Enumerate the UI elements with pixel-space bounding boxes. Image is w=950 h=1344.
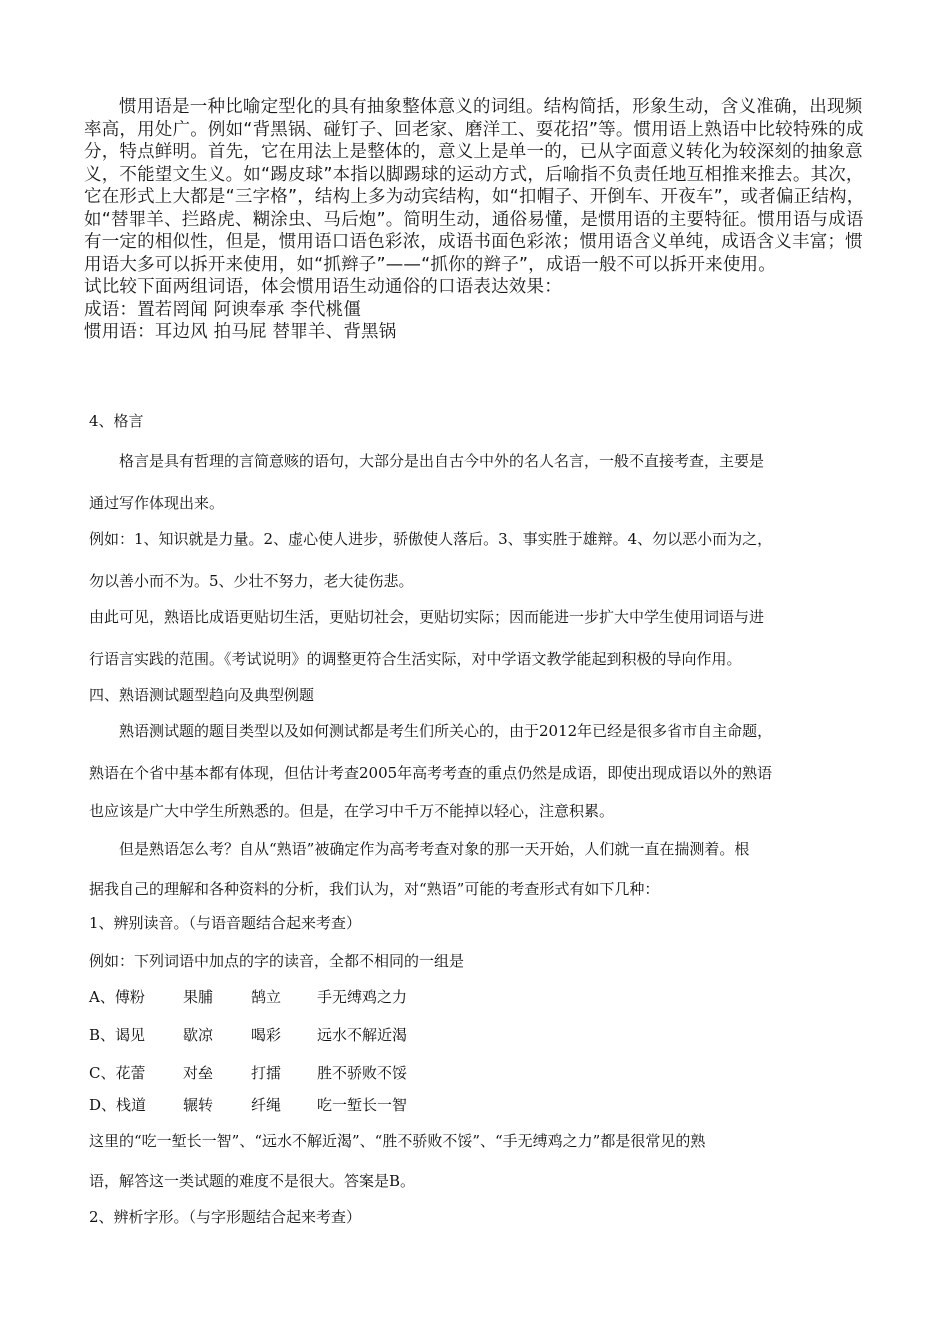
test-types-p1-line1: 熟语测试题的题目类型以及如何测试都是考生们所关心的，由于2012年已经是很多省市自主命题， xyxy=(119,722,773,740)
maxims-example-line1: 例如：1、知识就是力量。2、虚心使人进步，骄傲使人落后。3、事实胜于雄辩。4、勿以恶小而为之， xyxy=(89,530,773,548)
conclusion-line2: 行语言实践的范围。《考试说明》的调整更符合生活实际，对中学语文教学能起到积极的导向作用。 xyxy=(89,650,742,668)
option-d-word2: 辗转 xyxy=(183,1096,214,1114)
option-a-word3: 鹄立 xyxy=(251,988,282,1006)
item-2-heading: 2、辨析字形。（与字形题结合起来考查） xyxy=(89,1208,362,1226)
option-c-word3: 打擂 xyxy=(251,1064,282,1082)
option-b-word3: 喝彩 xyxy=(251,1026,282,1044)
option-d-label: D、栈道 xyxy=(89,1096,147,1114)
maxims-paragraph-line2: 通过写作体现出来。 xyxy=(89,494,225,512)
maxims-paragraph-line1: 格言是具有哲理的言简意赅的语句，大部分是出自古今中外的名人名言，一般不直接考查，主要是 xyxy=(119,452,765,470)
option-c-word4: 胜不骄败不馁 xyxy=(317,1064,408,1082)
test-types-p1-line2: 熟语在个省中基本都有体现，但估计考查2005年高考考查的重点仍然是成语，即使出现成语以外的熟语 xyxy=(89,764,773,782)
option-b-label: B、谒见 xyxy=(89,1026,146,1044)
test-types-p2-line2: 据我自己的理解和各种资料的分析，我们认为，对“熟语”可能的考查形式有如下几种： xyxy=(89,880,660,898)
answer-line2: 语，解答这一类试题的难度不是很大。答案是B。 xyxy=(89,1172,416,1190)
scanned-excerpt xyxy=(84,96,874,344)
section-heading-test-types: 四、熟语测试题型趋向及典型例题 xyxy=(89,686,315,704)
option-c-word2: 对垒 xyxy=(183,1064,214,1082)
test-types-p2-line1: 但是熟语怎么考？自从“熟语”被确定作为高考考查对象的那一天开始，人们就一直在揣测着。根 xyxy=(119,840,750,858)
option-a-word4: 手无缚鸡之力 xyxy=(317,988,408,1006)
chengyu-examples: 成语：置若罔闻 阿谀奉承 李代桃僵 xyxy=(84,299,362,320)
guanyongyu-examples: 惯用语：耳边风 拍马屁 替罪羊、背黑锅 xyxy=(84,322,397,342)
item-1-heading: 1、辨别读音。（与语音题结合起来考查） xyxy=(89,914,362,932)
conclusion-line1: 由此可见，熟语比成语更贴切生活，更贴切社会，更贴切实际；因而能进一步扩大中学生使用词语与进 xyxy=(89,608,765,626)
option-a-label: A、傅粉 xyxy=(89,988,145,1006)
compare-instruction: 试比较下面两组词语，体会惯用语生动通俗的口语表达效果： xyxy=(84,277,562,297)
option-b-word2: 歇凉 xyxy=(183,1026,214,1044)
section-heading-maxims: 4、格言 xyxy=(89,412,144,430)
maxims-example-line2: 勿以善小而不为。5、少壮不努力，老大徒伤悲。 xyxy=(89,572,414,590)
option-d-word3: 纤绳 xyxy=(251,1096,282,1114)
test-types-p1-line3: 也应该是广大中学生所熟悉的。但是，在学习中千万不能掉以轻心，注意积累。 xyxy=(89,802,615,820)
option-c-label: C、花蕾 xyxy=(89,1064,146,1082)
example-intro: 例如：下列词语中加点的字的读音，全都不相同的一组是 xyxy=(89,952,465,970)
option-a-word2: 果脯 xyxy=(183,988,214,1006)
guanyongyu-paragraph: 惯用语是一种比喻定型化的具有抽象整体意义的词组。结构简括，形象生动，含义准确，出现频率高，用处广。例如“背黑锅、碰钉子、回老家、磨洋工、耍花招”等。惯用语上熟语中比较特殊的成分，特点鲜明。首先，它在用法上是整体的，意义上是单一的，已从字面意义转化为较深刻的抽象意义，不能望文生义。如“踢皮球”本指以脚踢球的运动方式，后喻指不负责任地互相推来推去。其次，它在形式上大都是“三字格”，结构上多为动宾结构，如“扣帽子、开倒车、开夜车”，或者偏正结构，如“替罪羊、拦路虎、糊涂虫、马后炮”。简明生动，通俗易懂，是惯用语的主要特征。惯用语与成语有一定的相似性，但是，惯用语口语色彩浓，成语书面色彩浓；惯用语含义单纯，成语含义丰富；惯用语大多可以拆开来使用，如“抓辫子”——“抓你的辫子”，成语一般不可以拆开来使用。 xyxy=(84,97,865,275)
answer-line1: 这里的“吃一堑长一智”、“远水不解近渴”、“胜不骄败不馁”、“手无缚鸡之力”都是很常见的熟 xyxy=(89,1132,706,1150)
option-d-word4: 吃一堑长一智 xyxy=(317,1096,408,1114)
option-b-word4: 远水不解近渴 xyxy=(317,1026,408,1044)
